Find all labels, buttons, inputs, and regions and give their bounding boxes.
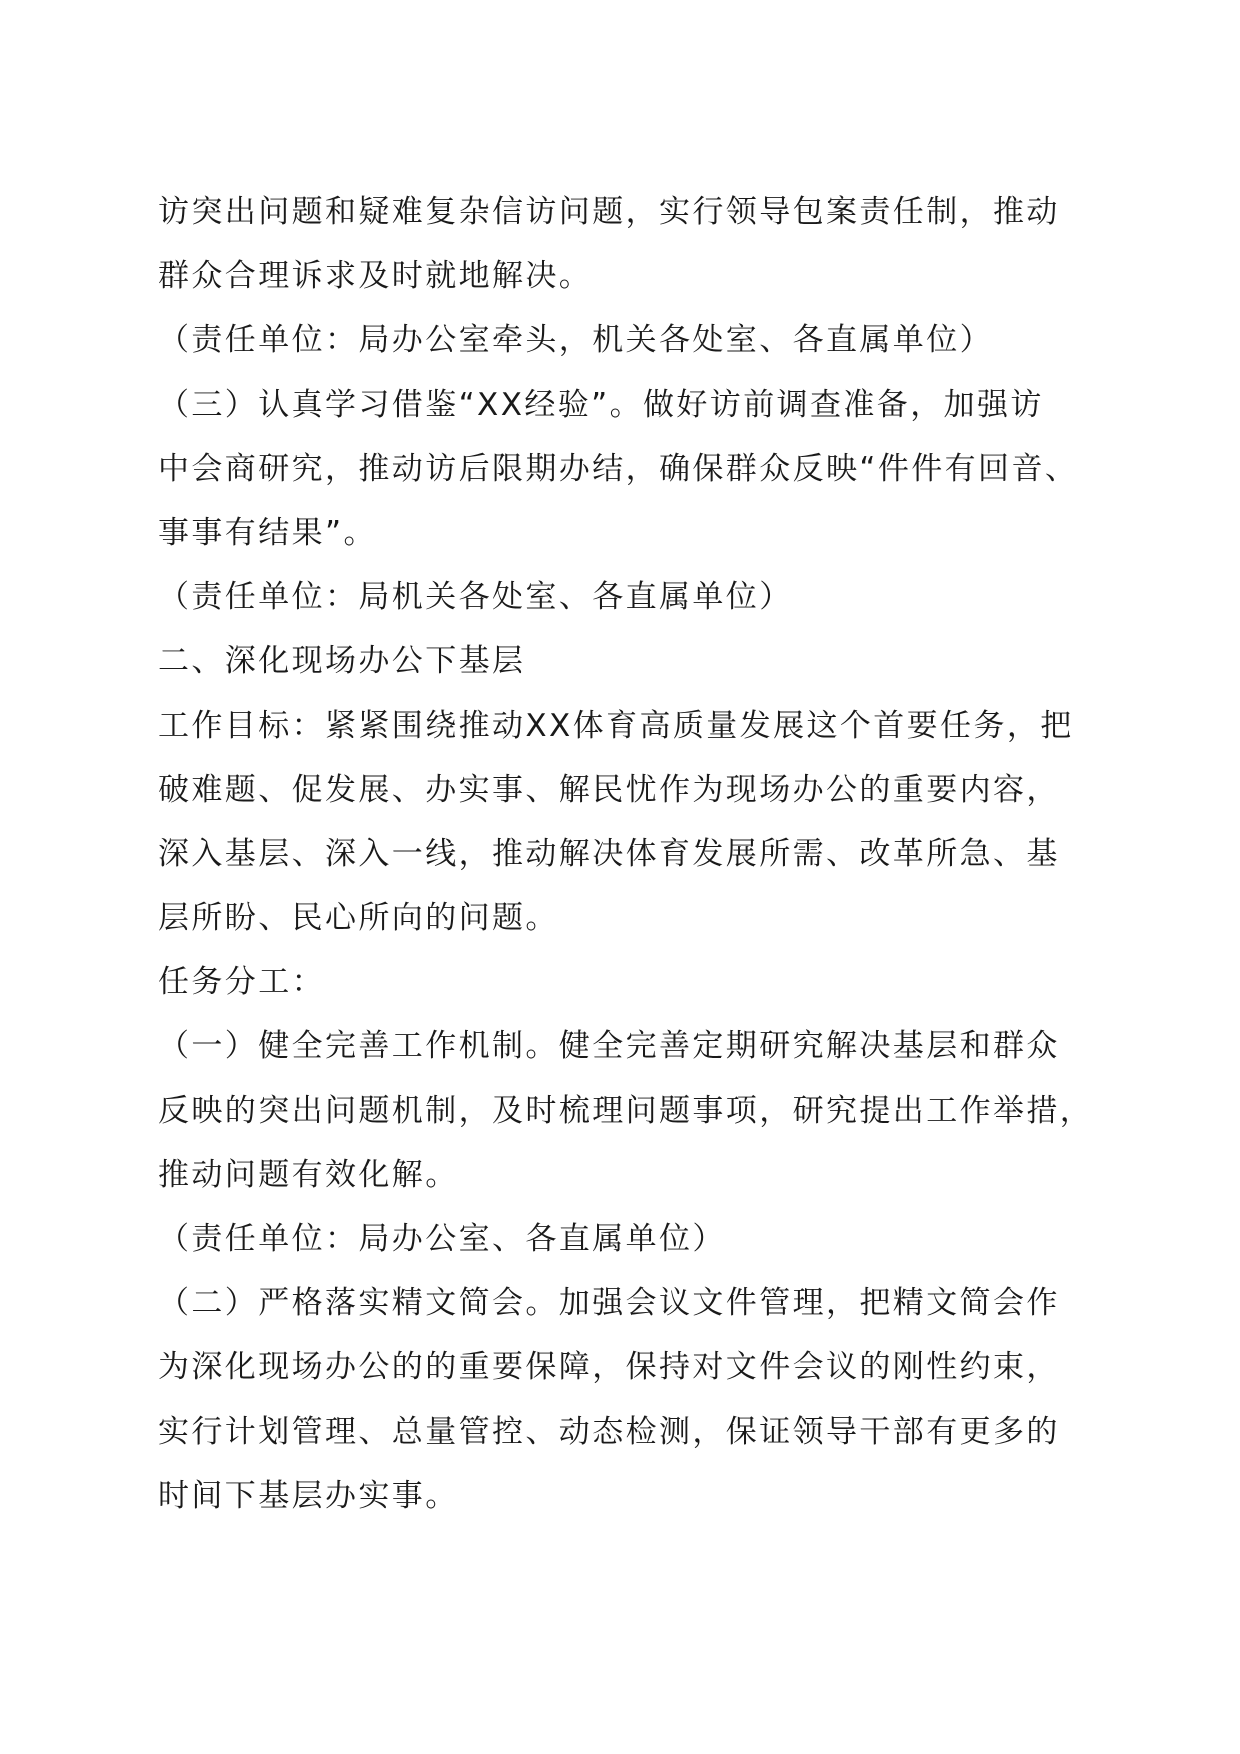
- item-heading-three: （三）认真学习借鉴“XX经验”。做好访前调查准备，加强访: [158, 386, 1044, 423]
- text-line: 事事有结果”。: [158, 514, 377, 551]
- text-line: 深入基层、深入一线，推动解决体育发展所需、改革所急、基: [158, 835, 1060, 872]
- text-line: 时间下基层办实事。: [158, 1477, 459, 1514]
- document-body: [158, 180, 1098, 1528]
- text-line: 推动问题有效化解。: [158, 1156, 459, 1193]
- task-division-label: 任务分工：: [158, 964, 325, 1001]
- responsibility-note: （责任单位：局办公室牵头，机关各处室、各直属单位）: [158, 322, 993, 359]
- responsibility-note: （责任单位：局办公室、各直属单位）: [158, 1221, 726, 1257]
- text-line: 中会商研究，推动访后限期办结，确保群众反映“件件有回音、: [158, 450, 1079, 487]
- text-line: 破难题、促发展、办实事、解民忧作为现场办公的重要内容，: [158, 771, 1060, 808]
- text-line: 反映的突出问题机制，及时梳理问题事项，研究提出工作举措，: [158, 1092, 1094, 1129]
- section-heading: 二、深化现场办公下基层: [158, 643, 526, 680]
- text-line: 群众合理诉求及时就地解决。: [158, 258, 593, 295]
- work-goal-line: 工作目标：紧紧围绕推动XX体育高质量发展这个首要任务，把: [158, 707, 1074, 744]
- text-line: 实行计划管理、总量管控、动态检测，保证领导干部有更多的: [158, 1413, 1060, 1450]
- text-line: 访突出问题和疑难复杂信访问题，实行领导包案责任制，推动: [158, 194, 1060, 230]
- text-line: 为深化现场办公的的重要保障，保持对文件会议的刚性约束，: [158, 1349, 1060, 1386]
- item-heading-one: （一）健全完善工作机制。健全完善定期研究解决基层和群众: [158, 1028, 1060, 1065]
- responsibility-note: （责任单位：局机关各处室、各直属单位）: [158, 579, 793, 616]
- item-heading-two: （二）严格落实精文简会。加强会议文件管理，把精文简会作: [158, 1285, 1060, 1322]
- text-line: 层所盼、民心所向的问题。: [158, 900, 559, 937]
